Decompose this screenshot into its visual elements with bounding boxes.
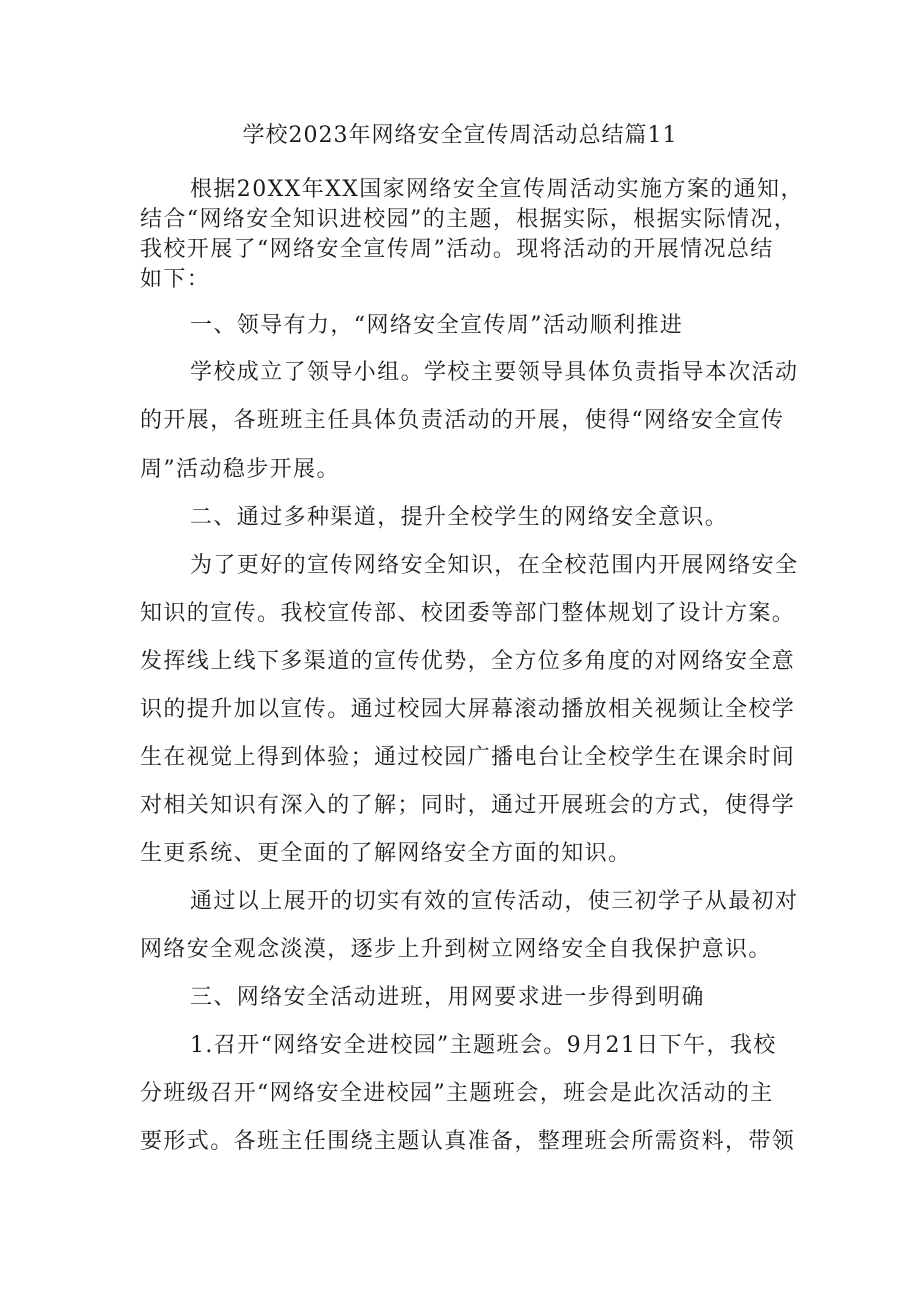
- section-heading-2: 二、通过多种渠道，提升全校学生的网络安全意识。: [190, 505, 729, 530]
- section-heading-3: 三、网络安全活动进班，用网要求进一步得到明确: [190, 985, 705, 1010]
- paragraph-line: 对相关知识有深入的了解；同时，通过开展班会的方式，使得学: [140, 793, 796, 818]
- paragraph-line: 生在视觉上得到体验；通过校园广播电台让全校学生在课余时间: [140, 745, 796, 770]
- paragraph-line: 识的提升加以宣传。通过校园大屏幕滚动播放相关视频让全校学: [140, 697, 796, 722]
- paragraph-line: 如下：: [140, 267, 211, 292]
- paragraph-line: 的开展，各班班主任具体负责活动的开展，使得“网络安全宣传: [140, 408, 785, 433]
- paragraph-line: 生更系统、更全面的了解网络安全方面的知识。: [140, 841, 632, 866]
- paragraph-line: 分班级召开“网络安全进校园”主题班会，班会是此次活动的主: [140, 1081, 774, 1106]
- paragraph-line: 结合“网络安全知识进校园”的主题，根据实际，根据实际情况，: [140, 207, 798, 232]
- paragraph-line: 我校开展了“网络安全宣传周”活动。现将活动的开展情况总结: [140, 237, 774, 262]
- paragraph-line: 学校成立了领导小组。学校主要领导具体负责指导本次活动: [190, 360, 799, 385]
- paragraph-line: 根据20XX年XX国家网络安全宣传周活动实施方案的通知，: [190, 177, 804, 202]
- paragraph-line: 周”活动稳步开展。: [140, 457, 340, 482]
- paragraph-line: 知识的宣传。我校宣传部、校团委等部门整体规划了设计方案。: [140, 601, 796, 626]
- paragraph-line: 网络安全观念淡漠，逐步上升到树立网络安全自我保护意识。: [140, 937, 772, 962]
- paragraph-line: 1.召开“网络安全进校园”主题班会。9月21日下午，我校: [190, 1033, 777, 1058]
- paragraph-line: 发挥线上线下多渠道的宣传优势，全方位多角度的对网络安全意: [140, 649, 796, 674]
- paragraph-line: 要形式。各班主任围绕主题认真准备，整理班会所需资料，带领: [140, 1129, 796, 1154]
- paragraph-line: 通过以上展开的切实有效的宣传活动，使三初学子从最初对: [190, 889, 799, 914]
- section-heading-1: 一、领导有力，“网络安全宣传周”活动顺利推进: [190, 313, 684, 338]
- paragraph-line: 为了更好的宣传网络安全知识，在全校范围内开展网络安全: [190, 553, 799, 578]
- document-title: 学校2023年网络安全宣传周活动总结篇11: [242, 123, 678, 148]
